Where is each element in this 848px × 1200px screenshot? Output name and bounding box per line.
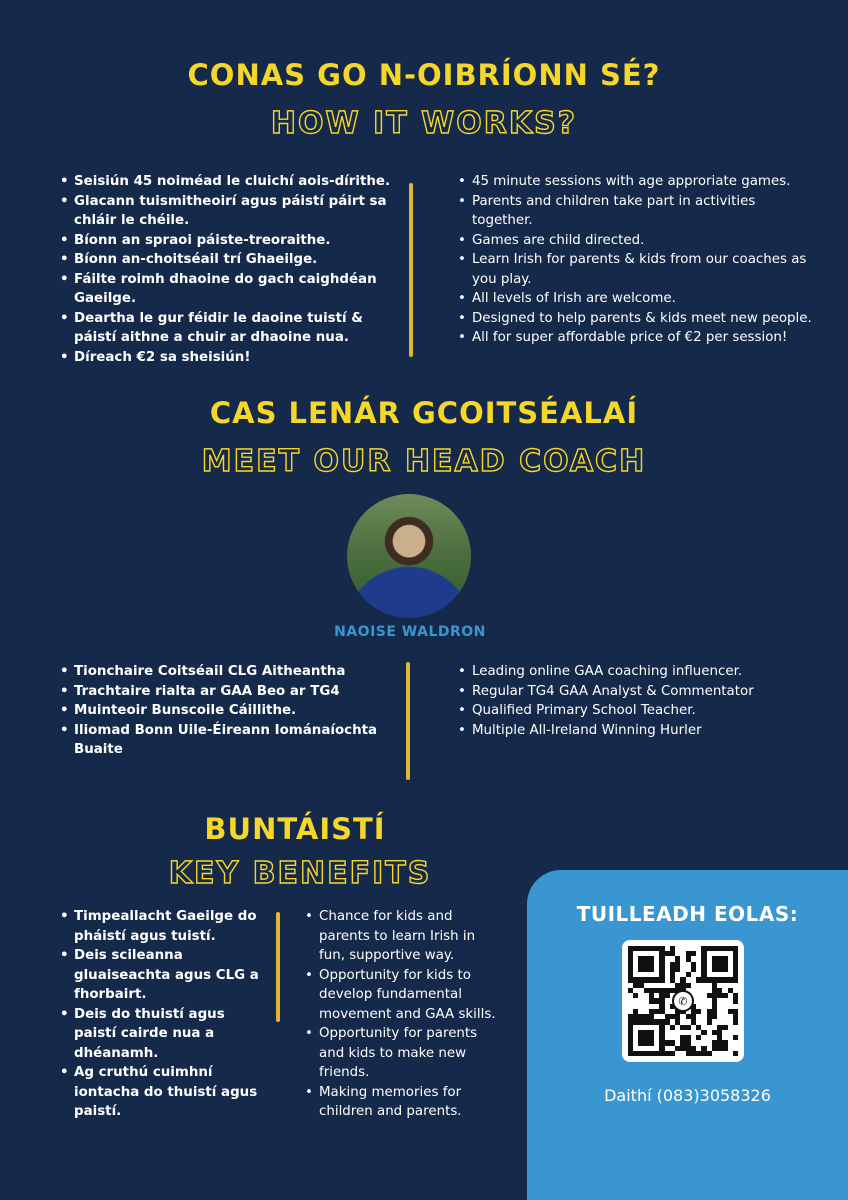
list-item: • 45 minute sessions with age approriate games. [472, 172, 818, 192]
section2-list-en [458, 662, 818, 740]
section2-list-ga [60, 662, 390, 760]
section3-list-ga [60, 907, 260, 1122]
list-item: • Seisiún 45 noiméad le cluichí aois-dírithe. [74, 172, 400, 192]
contact-panel [527, 870, 848, 1200]
list-item: • Learn Irish for parents & kids from our coaches as you play. [472, 250, 818, 289]
list-item: • Opportunity for kids to develop fundamental movement and GAA skills. [319, 966, 505, 1025]
list-item: • Díreach €2 sa sheisiún! [74, 348, 400, 368]
section3-title-en: KEY BENEFITS [168, 856, 432, 891]
list-item: • Muinteoir Bunscoile Cáillithe. [74, 701, 390, 721]
list-item: • Multiple All-Ireland Winning Hurler [472, 721, 818, 741]
list-item: • Parents and children take part in activities together. [472, 192, 818, 231]
list-item: • Deis do thuistí agus paistí cairde nua a dhéanamh. [74, 1005, 260, 1064]
section3-list-en [305, 907, 505, 1122]
section1-title-en: HOW IT WORKS? [270, 106, 578, 141]
contact-phone[interactable]: Daithí (083)3058326 [604, 1086, 771, 1105]
list-item: • Designed to help parents & kids meet new people. [472, 309, 818, 329]
section1-title-ga: CONAS GO N-OIBRÍONN SÉ? [187, 58, 661, 92]
list-item: • Bíonn an spraoi páiste-treoraithe. [74, 231, 400, 251]
section1-list-ga [60, 172, 400, 367]
section2-title-ga: CAS LENÁR GCOITSÉALAÍ [209, 396, 639, 430]
list-item: • Timpeallacht Gaeilge do pháistí agus tuistí. [74, 907, 260, 946]
list-item: • Leading online GAA coaching influencer. [472, 662, 818, 682]
whatsapp-icon: ✆ [672, 990, 694, 1012]
list-item: • Chance for kids and parents to learn Irish in fun, supportive way. [319, 907, 505, 966]
list-item: • Iliomad Bonn Uile-Éireann Iománaíochta Buaite [74, 721, 390, 760]
list-item: • Qualified Primary School Teacher. [472, 701, 818, 721]
section2-divider [406, 662, 410, 780]
list-item: • Bíonn an-choitséail trí Ghaeilge. [74, 250, 400, 270]
section3-title-ga: BUNTÁISTÍ [204, 812, 386, 846]
coach-photo [347, 494, 471, 618]
list-item: • Ag cruthú cuimhní iontacha do thuistí agus paistí. [74, 1063, 260, 1122]
list-item: • Deis scileanna gluaiseachta agus CLG a fhorbairt. [74, 946, 260, 1005]
list-item: • Tionchaire Coitséail CLG Aitheantha [74, 662, 390, 682]
list-item: • Regular TG4 GAA Analyst & Commentator [472, 682, 818, 702]
contact-title: TUILLEADH EOLAS: [576, 902, 799, 926]
list-item: • All levels of Irish are welcome. [472, 289, 818, 309]
section1-list-en [458, 172, 818, 348]
list-item: • Games are child directed. [472, 231, 818, 251]
list-item: • Glacann tuismitheoirí agus páistí páirt sa chláir le chéile. [74, 192, 400, 231]
section2-title-en: MEET OUR HEAD COACH [201, 444, 647, 479]
section1-divider [409, 183, 413, 357]
list-item: • Deartha le gur féidir le daoine tuistí & páistí aithne a chuir ar dhaoine nua. [74, 309, 400, 348]
list-item: • Fáilte roimh dhaoine do gach caighdéan Gaeilge. [74, 270, 400, 309]
section3-divider [276, 912, 280, 1022]
list-item: • All for super affordable price of €2 per session! [472, 328, 818, 348]
qr-code-icon[interactable] [622, 940, 744, 1062]
list-item: • Making memories for children and parents. [319, 1083, 505, 1122]
list-item: • Opportunity for parents and kids to make new friends. [319, 1024, 505, 1083]
coach-name: NAOISE WALDRON [334, 624, 486, 640]
list-item: • Trachtaire rialta ar GAA Beo ar TG4 [74, 682, 390, 702]
